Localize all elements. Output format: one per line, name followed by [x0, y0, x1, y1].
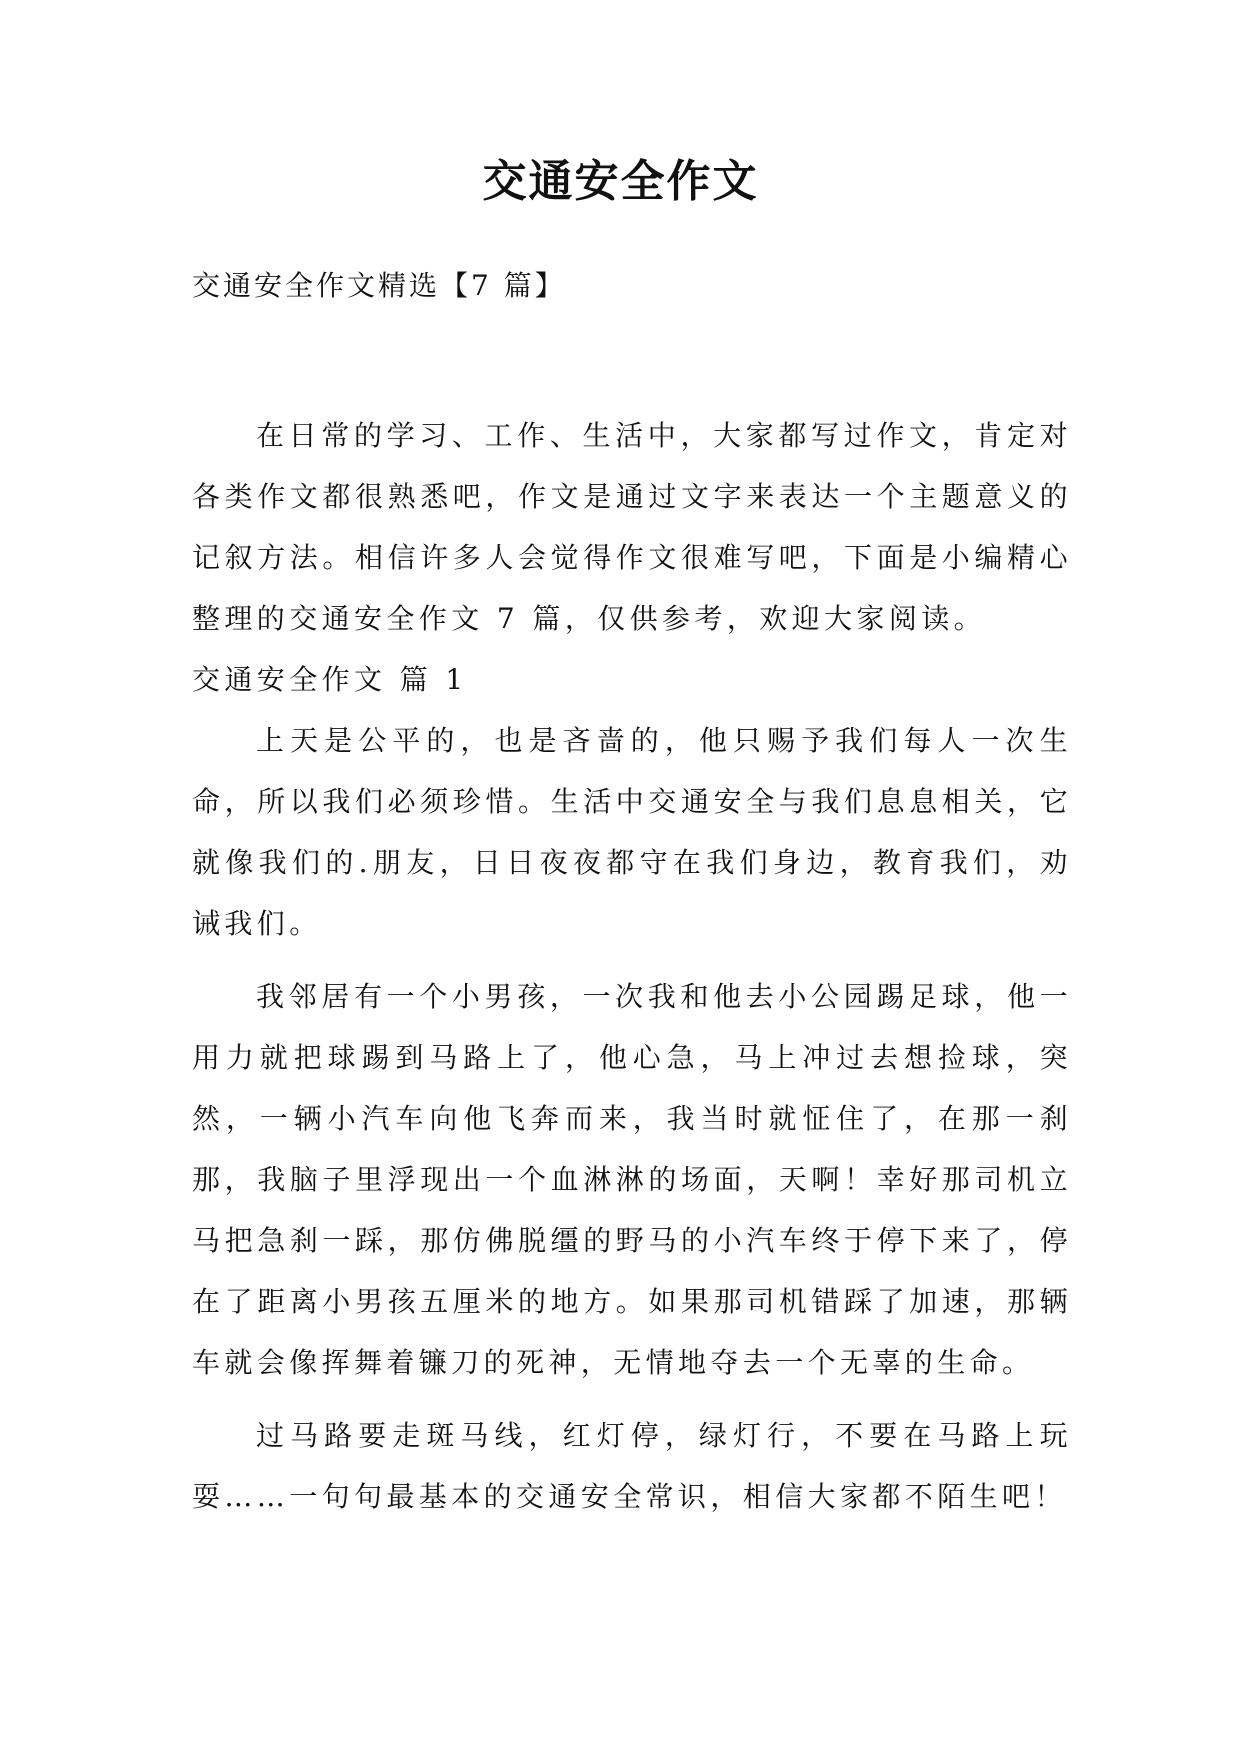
body-paragraph-1: 上天是公平的，也是吝啬的，他只赐予我们每人一次生命，所以我们必须珍惜。生活中交通安全与我们息息相关，它就像我们的.朋友，日日夜夜都守在我们身边，教育我们，劝诫我们。 — [192, 724, 1072, 940]
body-paragraph-3: 过马路要走斑马线，红灯停，绿灯行，不要在马路上玩耍……一句句最基本的交通安全常识，相信大家都不陌生吧！ — [192, 1419, 1072, 1513]
section-heading: 交通安全作文 篇 1 — [192, 663, 468, 696]
document-body — [192, 405, 1072, 1527]
intro-paragraph: 在日常的学习、工作、生活中，大家都写过作文，肯定对各类作文都很熟悉吧，作文是通过文字来表达一个主题意义的记叙方法。相信许多人会觉得作文很难写吧，下面是小编精心整理的交通安全作文 7 篇，仅供参考，欢迎大家阅读。 — [192, 419, 1072, 635]
body-paragraph-2: 我邻居有一个小男孩，一次我和他去小公园踢足球，他一用力就把球踢到马路上了，他心急，马上冲过去想捡球，突然，一辆小汽车向他飞奔而来，我当时就怔住了，在那一刹那，我脑子里浮现出一个血淋淋的场面，天啊！幸好那司机立马把急刹一踩，那仿佛脱缰的野马的小汽车终于停下来了，停在了距离小男孩五厘米的地方。如果那司机错踩了加速，那辆车就会像挥舞着镰刀的死神，无情地夺去一个无辜的生命。 — [192, 980, 1072, 1379]
document-subtitle: 交通安全作文精选【7 篇】 — [192, 269, 566, 302]
document-title: 交通安全作文 — [482, 156, 759, 207]
